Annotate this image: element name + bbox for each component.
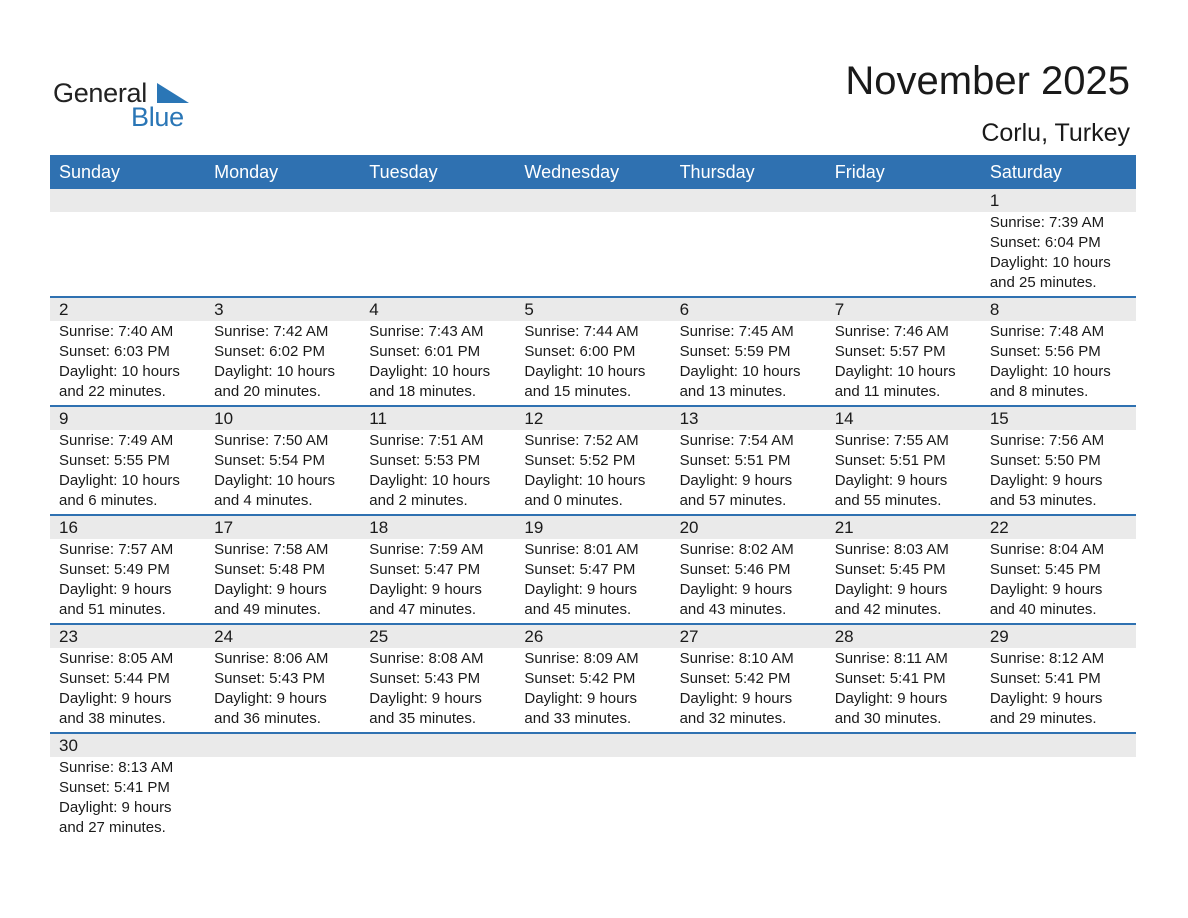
empty-day-cell: [50, 212, 205, 296]
day-number: 16: [59, 518, 78, 537]
weekday-header-monday: Monday: [214, 162, 279, 182]
day-daylight-text: Daylight: 9 hours: [524, 690, 637, 707]
day-sunrise-text: Sunrise: 7:39 AM: [989, 214, 1105, 231]
day-sunset-text: Sunset: 5:53 PM: [369, 452, 481, 469]
day-daylight-text: Daylight: 10 hours: [59, 472, 180, 489]
empty-day-number: [515, 189, 670, 212]
day-sunset-text: Sunset: 5:41 PM: [834, 670, 946, 687]
day-sunset-text: Sunset: 5:47 PM: [369, 561, 481, 578]
day-minutes-text: and 55 minutes.: [834, 492, 942, 509]
weekday-header-thursday: Thursday: [679, 162, 755, 182]
day-number: 3: [214, 300, 224, 319]
day-daylight-text: Daylight: 9 hours: [214, 690, 327, 707]
weekday-header-friday: Friday: [834, 162, 885, 182]
day-sunrise-text: Sunrise: 7:58 AM: [214, 541, 329, 558]
day-sunset-text: Sunset: 5:47 PM: [524, 561, 636, 578]
day-sunset-text: Sunset: 5:49 PM: [59, 561, 170, 578]
day-daylight-text: Daylight: 9 hours: [59, 581, 172, 598]
day-info-band: [50, 539, 1136, 623]
day-daylight-text: Daylight: 10 hours: [524, 472, 646, 489]
day-minutes-text: and 22 minutes.: [59, 383, 166, 400]
day-minutes-text: and 40 minutes.: [989, 601, 1097, 618]
day-daylight-text: Daylight: 10 hours: [369, 363, 491, 380]
day-daylight-text: Daylight: 9 hours: [679, 690, 793, 707]
day-number: 14: [834, 409, 854, 428]
day-daylight-text: Daylight: 10 hours: [834, 363, 956, 380]
day-daylight-text: Daylight: 9 hours: [369, 690, 482, 707]
day-minutes-text: and 29 minutes.: [989, 710, 1097, 727]
day-cell: [826, 648, 981, 732]
day-sunset-text: Sunset: 5:51 PM: [679, 452, 791, 469]
day-sunrise-text: Sunrise: 7:42 AM: [214, 323, 329, 340]
day-sunrise-text: Sunrise: 7:55 AM: [834, 432, 949, 449]
calendar-week: [50, 189, 1136, 298]
day-minutes-text: and 8 minutes.: [989, 383, 1089, 400]
day-number: 15: [989, 409, 1009, 428]
calendar-week: [50, 625, 1136, 734]
empty-day-cell: [671, 212, 826, 296]
day-daylight-text: Daylight: 10 hours: [679, 363, 801, 380]
day-sunrise-text: Sunrise: 7:49 AM: [59, 432, 174, 449]
day-number: 1: [989, 191, 1000, 210]
day-daylight-text: Daylight: 9 hours: [59, 690, 172, 707]
day-sunset-text: Sunset: 5:50 PM: [989, 452, 1101, 469]
day-number: 21: [834, 518, 854, 537]
day-sunrise-text: Sunrise: 7:59 AM: [369, 541, 484, 558]
day-minutes-text: and 33 minutes.: [524, 710, 632, 727]
day-number: 23: [59, 627, 78, 646]
day-cell: [826, 539, 981, 623]
day-sunset-text: Sunset: 5:51 PM: [834, 452, 946, 469]
day-cell: [360, 321, 515, 405]
day-minutes-text: and 27 minutes.: [59, 819, 166, 836]
day-daylight-text: Daylight: 10 hours: [369, 472, 491, 489]
blue-triangle-icon: [157, 83, 189, 103]
empty-day-number: [826, 734, 981, 757]
day-minutes-text: and 11 minutes.: [834, 383, 941, 400]
day-sunset-text: Sunset: 5:55 PM: [59, 452, 170, 469]
day-sunset-text: Sunset: 5:44 PM: [59, 670, 170, 687]
empty-day-cell: [205, 212, 360, 296]
empty-day-cell: [205, 757, 360, 841]
day-number: 17: [214, 518, 234, 537]
day-sunset-text: Sunset: 5:46 PM: [679, 561, 791, 578]
day-cell: [671, 648, 826, 732]
day-sunset-text: Sunset: 5:43 PM: [214, 670, 326, 687]
day-sunset-text: Sunset: 5:52 PM: [524, 452, 636, 469]
day-cell: [515, 648, 670, 732]
day-sunset-text: Sunset: 5:41 PM: [989, 670, 1101, 687]
day-number: 19: [524, 518, 544, 537]
day-info-band: [50, 757, 1136, 841]
day-number-band: [50, 625, 1136, 648]
day-minutes-text: and 32 minutes.: [679, 710, 787, 727]
empty-day-number: [981, 734, 1136, 757]
day-number: 30: [59, 736, 78, 755]
day-cell: [360, 430, 515, 514]
location-subtitle: Corlu, Turkey: [981, 119, 1130, 147]
day-info-band: [50, 648, 1136, 732]
calendar-weeks: [50, 189, 1136, 841]
day-cell: [826, 321, 981, 405]
day-sunrise-text: Sunrise: 7:54 AM: [679, 432, 794, 449]
day-daylight-text: Daylight: 10 hours: [989, 363, 1111, 380]
day-cell: [981, 539, 1136, 623]
empty-day-cell: [360, 757, 515, 841]
day-daylight-text: Daylight: 10 hours: [524, 363, 646, 380]
day-cell: [826, 430, 981, 514]
day-sunrise-text: Sunrise: 7:57 AM: [59, 541, 174, 558]
day-number: 27: [679, 627, 699, 646]
day-number: 22: [989, 518, 1009, 537]
day-sunrise-text: Sunrise: 8:02 AM: [679, 541, 794, 558]
logo-text-blue: Blue: [131, 102, 184, 132]
day-sunset-text: Sunset: 6:03 PM: [59, 343, 170, 360]
day-sunrise-text: Sunrise: 8:10 AM: [679, 650, 794, 667]
day-number: 11: [369, 409, 387, 428]
day-sunrise-text: Sunrise: 7:46 AM: [834, 323, 949, 340]
day-number: 9: [59, 409, 69, 428]
day-cell: [515, 321, 670, 405]
day-sunrise-text: Sunrise: 7:52 AM: [524, 432, 639, 449]
day-minutes-text: and 20 minutes.: [214, 383, 321, 400]
day-cell: [50, 757, 205, 841]
day-daylight-text: Daylight: 9 hours: [369, 581, 482, 598]
day-cell: [360, 539, 515, 623]
calendar-week: [50, 407, 1136, 516]
day-number: 26: [524, 627, 544, 646]
day-cell: [981, 430, 1136, 514]
day-daylight-text: Daylight: 9 hours: [59, 799, 172, 816]
day-minutes-text: and 25 minutes.: [989, 274, 1097, 291]
day-daylight-text: Daylight: 9 hours: [679, 581, 793, 598]
empty-day-number: [205, 189, 360, 212]
day-sunrise-text: Sunrise: 8:08 AM: [369, 650, 484, 667]
day-cell: [981, 648, 1136, 732]
day-number-band: [50, 298, 1136, 321]
day-sunset-text: Sunset: 6:00 PM: [524, 343, 636, 360]
empty-day-cell: [515, 757, 670, 841]
day-sunset-text: Sunset: 6:02 PM: [214, 343, 326, 360]
day-number: 29: [989, 627, 1009, 646]
general-blue-logo: [53, 76, 193, 132]
day-sunset-text: Sunset: 5:41 PM: [59, 779, 170, 796]
day-cell: [515, 539, 670, 623]
day-sunrise-text: Sunrise: 7:56 AM: [989, 432, 1105, 449]
day-daylight-text: Daylight: 9 hours: [214, 581, 327, 598]
day-daylight-text: Daylight: 9 hours: [524, 581, 637, 598]
day-sunrise-text: Sunrise: 7:50 AM: [214, 432, 329, 449]
weekday-header-row: [50, 155, 1136, 189]
day-cell: [515, 430, 670, 514]
empty-day-cell: [360, 212, 515, 296]
empty-day-cell: [826, 212, 981, 296]
day-sunset-text: Sunset: 6:04 PM: [989, 234, 1101, 251]
day-sunrise-text: Sunrise: 7:40 AM: [59, 323, 174, 340]
day-minutes-text: and 13 minutes.: [679, 383, 787, 400]
day-daylight-text: Daylight: 9 hours: [834, 581, 948, 598]
day-minutes-text: and 30 minutes.: [834, 710, 942, 727]
day-sunset-text: Sunset: 5:42 PM: [524, 670, 636, 687]
day-sunrise-text: Sunrise: 8:03 AM: [834, 541, 949, 558]
day-number: 13: [679, 409, 699, 428]
empty-day-number: [50, 189, 205, 212]
empty-day-number: [671, 189, 826, 212]
empty-day-number: [360, 189, 515, 212]
day-minutes-text: and 38 minutes.: [59, 710, 166, 727]
empty-day-number: [360, 734, 515, 757]
day-sunset-text: Sunset: 5:45 PM: [989, 561, 1101, 578]
logo-text-general: General: [53, 78, 147, 108]
day-sunrise-text: Sunrise: 7:51 AM: [369, 432, 484, 449]
day-minutes-text: and 53 minutes.: [989, 492, 1097, 509]
day-sunrise-text: Sunrise: 8:05 AM: [59, 650, 174, 667]
day-cell: [205, 648, 360, 732]
day-daylight-text: Daylight: 10 hours: [214, 472, 336, 489]
empty-day-cell: [981, 757, 1136, 841]
day-sunset-text: Sunset: 5:59 PM: [679, 343, 791, 360]
day-number: 5: [524, 300, 534, 319]
day-sunrise-text: Sunrise: 8:13 AM: [59, 759, 174, 776]
day-number: 2: [59, 300, 69, 319]
day-daylight-text: Daylight: 10 hours: [214, 363, 336, 380]
day-number: 10: [214, 409, 234, 428]
day-daylight-text: Daylight: 9 hours: [834, 690, 948, 707]
day-number: 24: [214, 627, 234, 646]
day-minutes-text: and 36 minutes.: [214, 710, 321, 727]
day-number: 6: [679, 300, 690, 319]
calendar-grid: [50, 155, 1136, 841]
day-number: 25: [369, 627, 389, 646]
day-cell: [671, 430, 826, 514]
empty-day-cell: [515, 212, 670, 296]
day-cell: [50, 430, 205, 514]
day-cell: [50, 321, 205, 405]
day-info-band: [50, 321, 1136, 405]
weekday-header-saturday: Saturday: [989, 162, 1062, 182]
weekday-header-wednesday: Wednesday: [524, 162, 620, 182]
calendar-week: [50, 298, 1136, 407]
day-sunset-text: Sunset: 5:43 PM: [369, 670, 481, 687]
day-sunrise-text: Sunrise: 7:43 AM: [369, 323, 484, 340]
page-title: November 2025: [845, 59, 1130, 103]
day-sunrise-text: Sunrise: 8:09 AM: [524, 650, 639, 667]
day-sunset-text: Sunset: 5:48 PM: [214, 561, 326, 578]
day-sunrise-text: Sunrise: 7:45 AM: [679, 323, 794, 340]
day-minutes-text: and 18 minutes.: [369, 383, 477, 400]
day-number: 12: [524, 409, 544, 428]
day-daylight-text: Daylight: 9 hours: [834, 472, 948, 489]
day-daylight-text: Daylight: 9 hours: [989, 472, 1103, 489]
day-cell: [671, 321, 826, 405]
day-number: 18: [369, 518, 389, 537]
day-minutes-text: and 15 minutes.: [524, 383, 632, 400]
day-daylight-text: Daylight: 9 hours: [989, 581, 1103, 598]
day-sunset-text: Sunset: 5:56 PM: [989, 343, 1101, 360]
day-cell: [671, 539, 826, 623]
day-daylight-text: Daylight: 10 hours: [989, 254, 1111, 271]
day-minutes-text: and 42 minutes.: [834, 601, 942, 618]
day-sunrise-text: Sunrise: 8:06 AM: [214, 650, 329, 667]
day-daylight-text: Daylight: 9 hours: [679, 472, 793, 489]
day-minutes-text: and 51 minutes.: [59, 601, 166, 618]
day-sunset-text: Sunset: 5:45 PM: [834, 561, 946, 578]
day-number: 28: [834, 627, 854, 646]
day-cell: [360, 648, 515, 732]
empty-day-number: [515, 734, 670, 757]
day-number: 7: [834, 300, 845, 319]
weekday-header-tuesday: Tuesday: [369, 162, 438, 182]
day-cell: [205, 430, 360, 514]
day-minutes-text: and 6 minutes.: [59, 492, 158, 509]
day-cell: [981, 321, 1136, 405]
empty-day-number: [671, 734, 826, 757]
day-sunrise-text: Sunrise: 8:12 AM: [989, 650, 1105, 667]
empty-day-cell: [671, 757, 826, 841]
weekday-header-sunday: Sunday: [59, 162, 121, 182]
empty-day-number: [205, 734, 360, 757]
empty-day-cell: [826, 757, 981, 841]
day-cell: [205, 321, 360, 405]
day-sunset-text: Sunset: 5:42 PM: [679, 670, 791, 687]
day-minutes-text: and 43 minutes.: [679, 601, 787, 618]
day-number-band: [50, 516, 1136, 539]
day-cell: [50, 539, 205, 623]
calendar-week: [50, 516, 1136, 625]
day-sunrise-text: Sunrise: 8:11 AM: [834, 650, 948, 667]
day-minutes-text: and 57 minutes.: [679, 492, 787, 509]
day-info-band: [50, 212, 1136, 296]
day-sunset-text: Sunset: 5:54 PM: [214, 452, 326, 469]
day-minutes-text: and 47 minutes.: [369, 601, 477, 618]
day-cell: [205, 539, 360, 623]
day-sunrise-text: Sunrise: 7:44 AM: [524, 323, 639, 340]
day-number-band: [50, 734, 1136, 757]
day-sunset-text: Sunset: 6:01 PM: [369, 343, 481, 360]
day-info-band: [50, 430, 1136, 514]
day-sunrise-text: Sunrise: 7:48 AM: [989, 323, 1105, 340]
day-sunset-text: Sunset: 5:57 PM: [834, 343, 946, 360]
day-minutes-text: and 2 minutes.: [369, 492, 468, 509]
day-number: 8: [989, 300, 1000, 319]
day-number: 4: [369, 300, 379, 319]
day-sunrise-text: Sunrise: 8:04 AM: [989, 541, 1105, 558]
day-minutes-text: and 4 minutes.: [214, 492, 313, 509]
day-cell: [50, 648, 205, 732]
day-number-band: [50, 189, 1136, 212]
day-sunrise-text: Sunrise: 8:01 AM: [524, 541, 639, 558]
calendar-week: [50, 734, 1136, 841]
day-minutes-text: and 45 minutes.: [524, 601, 632, 618]
day-minutes-text: and 35 minutes.: [369, 710, 477, 727]
day-cell: [981, 212, 1136, 296]
day-daylight-text: Daylight: 9 hours: [989, 690, 1103, 707]
day-daylight-text: Daylight: 10 hours: [59, 363, 180, 380]
day-minutes-text: and 0 minutes.: [524, 492, 623, 509]
empty-day-number: [826, 189, 981, 212]
day-number: 20: [679, 518, 699, 537]
day-minutes-text: and 49 minutes.: [214, 601, 321, 618]
day-number-band: [50, 407, 1136, 430]
